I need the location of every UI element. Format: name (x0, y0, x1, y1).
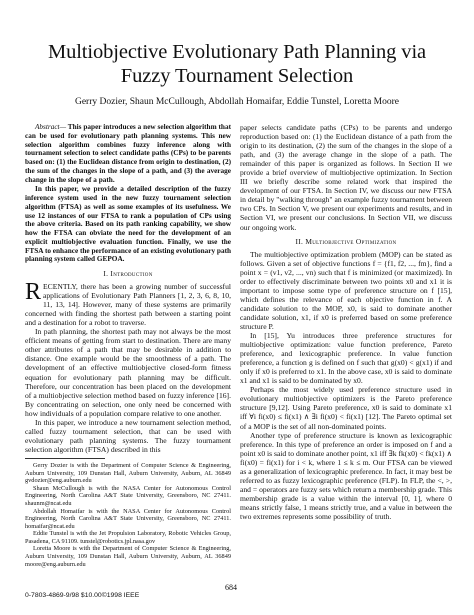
section-heading-introduction: I. Introduction (103, 269, 153, 278)
title-line-1: Multiobjective Evolutionary Path Planning via (47, 41, 427, 63)
drop-cap-letter: R (25, 279, 42, 306)
abstract-label: Abstract— (35, 123, 67, 131)
intro-paragraph-1 (25, 279, 231, 328)
right-column (240, 123, 452, 521)
footnote-dozier: Gerry Dozier is with the Department of Computer Science & Engineering, Auburn University, 109 Dunstan Hall, Auburn University, Auburn, AL 36849 gvdozier@eng.auburn.edu (25, 461, 231, 485)
paper-title (0, 40, 474, 88)
right-paragraph-4: Perhaps the most widely used preference structure used in evolutionary multiobjective optimizers is the Pareto preference structure [9,12]. Using Pareto preference, x0 is said to dominate x1 iff ∀i fi(x0) ≤ fi(x1) ∧ ∃i fi(x0) < fi(x1) [12]. The Pareto optimal set of a MOP is the set of all non-dominated points. (240, 385, 452, 431)
abstract-paragraph-1 (25, 123, 231, 184)
ieee-copyright-code: 0-7803-4869-9/98 $10.00©1998 IEEE (25, 592, 140, 599)
abstract-text-1: This paper introduces a new selection algorithm that can be used for evolutionary path planning systems. This new selection algorithm combines fuzzy inference along with tournament selection to select candidate paths (CPs) to be parents based on: (1) the Euclidean distance from origin to destination, (2) the sum of the changes in the slope of a path, and (3) the average change in the slope of a path. (25, 123, 231, 184)
left-column (25, 123, 231, 568)
section-heading-multiobjective: II. Multiobjective Optimization (295, 236, 397, 246)
intro-paragraph-2: In path planning, the shortest path may not always be the most efficient means of getting from start to destination. There are many other attributes of a path that may be desirable in addition to distance. One example would be the smoothness of a path. The development of an effective multiobjective closed-form fitness equation for evolutionary path planning may be difficult. Therefore, our concentration has been placed on the development of a multiobjective selection method based on fuzzy inference [16]. By concentrating on selection, one only need be concerned with how individuals of a population compare relative to one another. (25, 327, 231, 418)
title-line-2: Fuzzy Tournament Selection (120, 65, 354, 87)
abstract-paragraph-2: In this paper, we provide a detailed description of the fuzzy inference system used in the new fuzzy tournament selection algorithm (FTSA) as well as some examples of its usefulness. We use 12 instances of our FTSA to rank a population of CPs using the above criteria. Based on its path ranking capability, we show how the FTSA can obviate the need for the development of an explicit multiobjective evaluation function. Finally, we use the FTSA to enhance the performance of an existing evolutionary path planning system called GEPOA. (25, 185, 232, 264)
intro-text-1: , there has been a growing number of successful applications of Evolutionary Path Planners [1, 2, 3, 6, 8, 10, 11, 13, 14]. However, many of these systems are primarily concerned with finding the shortest path between a starting point and a destination for a robot to traverse. (25, 282, 231, 328)
intro-paragraph-3: In this paper, we introduce a new tournament selection method, called fuzzy tournament selection, that can be used with evolutionary path planning systems. The fuzzy tournament selection algorithm (FTSA) described in this (25, 417, 231, 454)
page-number: 684 (225, 583, 237, 592)
footnote-divider (25, 458, 105, 459)
footnote-homaifar: Abdollah Homaifar is with the NASA Center for Autonomous Control Engineering, North Carolina A&T State University, Greensboro, NC 27411. homaifar@ncat.edu (25, 507, 231, 530)
right-paragraph-1: paper selects candidate paths (CPs) to be parents and undergo reproduction based on: (1) the Euclidean distance of a path from the origin to its destination, (2) the sum of the changes in the slope of a path, and (3) the average change in the slope of a path. The remainder of this paper is organized as follows. In Section II we provide a brief overview of multiobjective optimization. In Section III we briefly describe some related work that inspired the development of our FTSA. In Section IV, we discuss our new FTSA in detail by "walking through" an example fuzzy tournament between two CPs. In Section V, we present our experiments and results, and in Section VI, we present our conclusions. In Section VII, we discuss our ongoing work. (240, 123, 452, 232)
right-paragraph-5: Another type of preference structure is known as lexicographic preference. In this type of preference an order is imposed on f and a point x0 is said to dominate another point, x1 iff ∃k fk(x0) < fk(x1) ∧ fi(x0) = fi(x1) for i < k, where 1 ≤ k ≤ m. Our FTSA can be viewed as a generalization of lexicographic preference. In fact, it may best be referred to as fuzzy lexicographic preference (FLP). In FLP, the <, >, and = operators are fuzzy sets which return a membership grade. This membership grade is a value within the interval [0, 1], where 0 means strictly false, 1 means strictly true, and a value in between the two extremes represents some possibility of truth. (240, 430, 452, 521)
footnote-moore: Loretta Moore is with the Department of Computer Science & Engineering, Auburn University, 109 Dunstan Hall, Auburn University, Auburn, AL 36849 moore@eng.auburn.edu (25, 545, 231, 568)
right-paragraph-3: In [15], Yu introduces three preference structures for multiobjective optimization: value function preference, Pareto preference, and lexicographic preference. In value function preference, a function g is defined on f such that g(x0) < g(x1) if and only if x0 is preferred to x1. In the above case, x0 is said to dominate x1 and x1 is said to be dominated by x0. (240, 331, 452, 386)
footnote-tunstel: Eddie Tunstel is with the Jet Propulsion Laboratory, Robotic Vehicles Group, Pasadena, CA 91109. tunstel@robotics.jpl.nasa.gov (25, 530, 231, 545)
footnote-mccullough: Shaun McCullough is with the NASA Center for Autonomous Control Engineering, North Carolina A&T State University, Greensboro, NC 27411. shaunm@ncat.edu (25, 484, 231, 507)
right-paragraph-2: The multiobjective optimization problem (MOP) can be stated as follows. Given a set of objective functions f = {f1, f2, ..., fm}, find a point x = (v1, v2, ..., vn) such that f is minimized (or maximized). In order to effectively discriminate between two points x0 and x1 it is important to impose some type of preference structure on f [15], which defines the relevance of each objective function in f. A candidate solution to the MOP, x0, is said to dominate another candidate solution, x1, if x0 is preferred based on some preference structure P. (240, 249, 452, 331)
author-list: Gerry Dozier, Shaun McCullough, Abdollah Homaifar, Eddie Tunstel, Loretta Moore (74, 97, 400, 107)
intro-first-word: ECENTLY (43, 282, 76, 292)
